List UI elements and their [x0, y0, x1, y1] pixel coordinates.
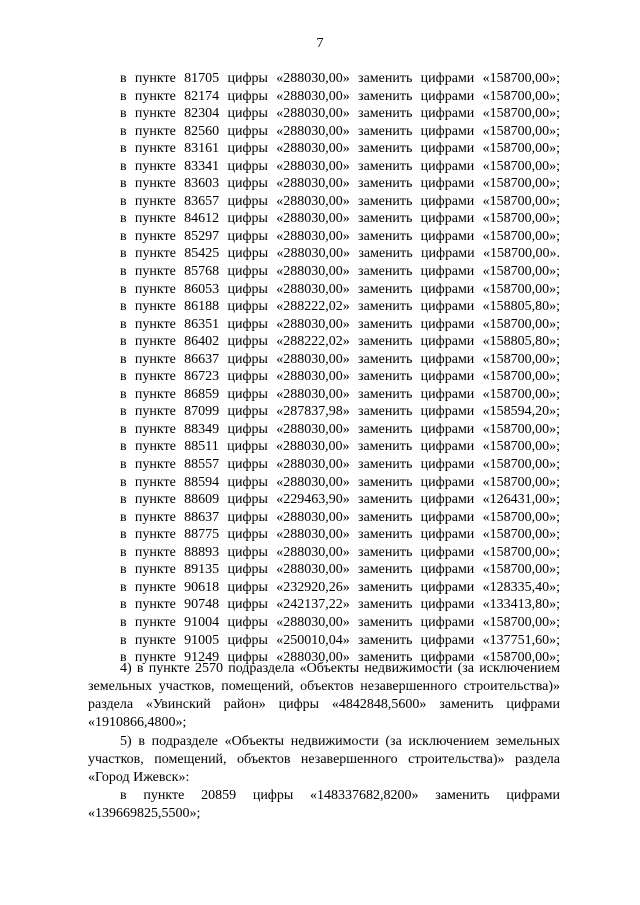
amendment-line: в пункте 86053 цифры «288030,00» заменить цифрами «158700,00»; [120, 281, 560, 297]
amendment-line: в пункте 86402 цифры «288222,02» заменить цифрами «158805,80»; [120, 334, 560, 350]
paragraph-line: 5) в подразделе «Объекты недвижимости (за исключением земельных [120, 734, 560, 749]
amendment-line: в пункте 82304 цифры «288030,00» заменить цифрами «158700,00»; [120, 106, 560, 122]
amendment-line: в пункте 88594 цифры «288030,00» заменить цифрами «158700,00»; [120, 474, 560, 490]
amendment-line: в пункте 91249 цифры «288030,00» заменить цифрами «158700,00»; [120, 650, 560, 666]
amendment-line: в пункте 82560 цифры «288030,00» заменить цифрами «158700,00»; [120, 123, 560, 139]
amendment-line: в пункте 88775 цифры «288030,00» заменить цифрами «158700,00»; [120, 527, 560, 543]
paragraph-5-item [88, 787, 560, 823]
amendment-line: в пункте 88893 цифры «288030,00» заменить цифрами «158700,00»; [120, 544, 560, 560]
amendment-line: в пункте 85425 цифры «288030,00» заменить цифрами «158700,00». [120, 246, 560, 262]
amendment-line: в пункте 86188 цифры «288222,02» заменить цифрами «158805,80»; [120, 299, 560, 315]
amendment-list [120, 70, 560, 667]
paragraph-line: участков, помещений, объектов незавершенного строительства)» раздела [88, 752, 560, 767]
paragraph-5 [88, 733, 560, 787]
paragraph-line: «1910866,4800»; [88, 715, 187, 730]
paragraph-line: раздела «Увинский район» цифры «4842848,5600» заменить цифрами [88, 697, 560, 712]
amendment-line: в пункте 83657 цифры «288030,00» заменить цифрами «158700,00»; [120, 193, 560, 209]
amendment-line: в пункте 88511 цифры «288030,00» заменить цифрами «158700,00»; [120, 439, 560, 455]
amendment-line: в пункте 83341 цифры «288030,00» заменить цифрами «158700,00»; [120, 158, 560, 174]
amendment-line: в пункте 88349 цифры «288030,00» заменить цифрами «158700,00»; [120, 421, 560, 437]
paragraph-line: «139669825,5500»; [88, 806, 201, 821]
amendment-line: в пункте 91005 цифры «250010,04» заменить цифрами «137751,60»; [120, 632, 560, 648]
amendment-line: в пункте 87099 цифры «287837,98» заменить цифрами «158594,20»; [120, 404, 560, 420]
amendment-line: в пункте 86637 цифры «288030,00» заменить цифрами «158700,00»; [120, 351, 560, 367]
amendment-line: в пункте 81705 цифры «288030,00» заменить цифрами «158700,00»; [120, 71, 560, 86]
amendment-line: в пункте 83603 цифры «288030,00» заменить цифрами «158700,00»; [120, 176, 560, 192]
amendment-line: в пункте 90618 цифры «232920,26» заменить цифрами «128335,40»; [120, 579, 560, 595]
amendment-line: в пункте 86859 цифры «288030,00» заменить цифрами «158700,00»; [120, 386, 560, 402]
amendment-line: в пункте 88637 цифры «288030,00» заменить цифрами «158700,00»; [120, 509, 560, 525]
amendment-line: в пункте 88557 цифры «288030,00» заменить цифрами «158700,00»; [120, 457, 560, 473]
amendment-line: в пункте 89135 цифры «288030,00» заменить цифрами «158700,00»; [120, 562, 560, 578]
amendment-line: в пункте 90748 цифры «242137,22» заменить цифрами «133413,80»; [120, 597, 560, 613]
paragraph-line: в пункте 20859 цифры «148337682,8200» заменить цифрами [120, 788, 560, 803]
amendment-line: в пункте 85297 цифры «288030,00» заменить цифрами «158700,00»; [120, 228, 560, 244]
amendment-line: в пункте 82174 цифры «288030,00» заменить цифрами «158700,00»; [120, 88, 560, 104]
paragraph-line: «Город Ижевск»: [88, 770, 190, 785]
amendment-line: в пункте 86351 цифры «288030,00» заменить цифрами «158700,00»; [120, 316, 560, 332]
amendment-line: в пункте 84612 цифры «288030,00» заменить цифрами «158700,00»; [120, 211, 560, 227]
paragraph-line: земельных участков, помещений, объектов незавершенного строительства)» [88, 679, 560, 694]
amendment-line: в пункте 91004 цифры «288030,00» заменить цифрами «158700,00»; [120, 614, 560, 630]
amendment-line: в пункте 88609 цифры «229463,90» заменить цифрами «126431,00»; [120, 492, 560, 508]
amendment-line: в пункте 83161 цифры «288030,00» заменить цифрами «158700,00»; [120, 141, 560, 157]
page-number: 7 [316, 36, 324, 51]
paragraph-4 [88, 660, 560, 732]
paragraph-line: 4) в пункте 2570 подраздела «Объекты недвижимости (за исключением [120, 661, 560, 676]
amendment-line: в пункте 86723 цифры «288030,00» заменить цифрами «158700,00»; [120, 369, 560, 385]
amendment-line: в пункте 85768 цифры «288030,00» заменить цифрами «158700,00»; [120, 264, 560, 280]
